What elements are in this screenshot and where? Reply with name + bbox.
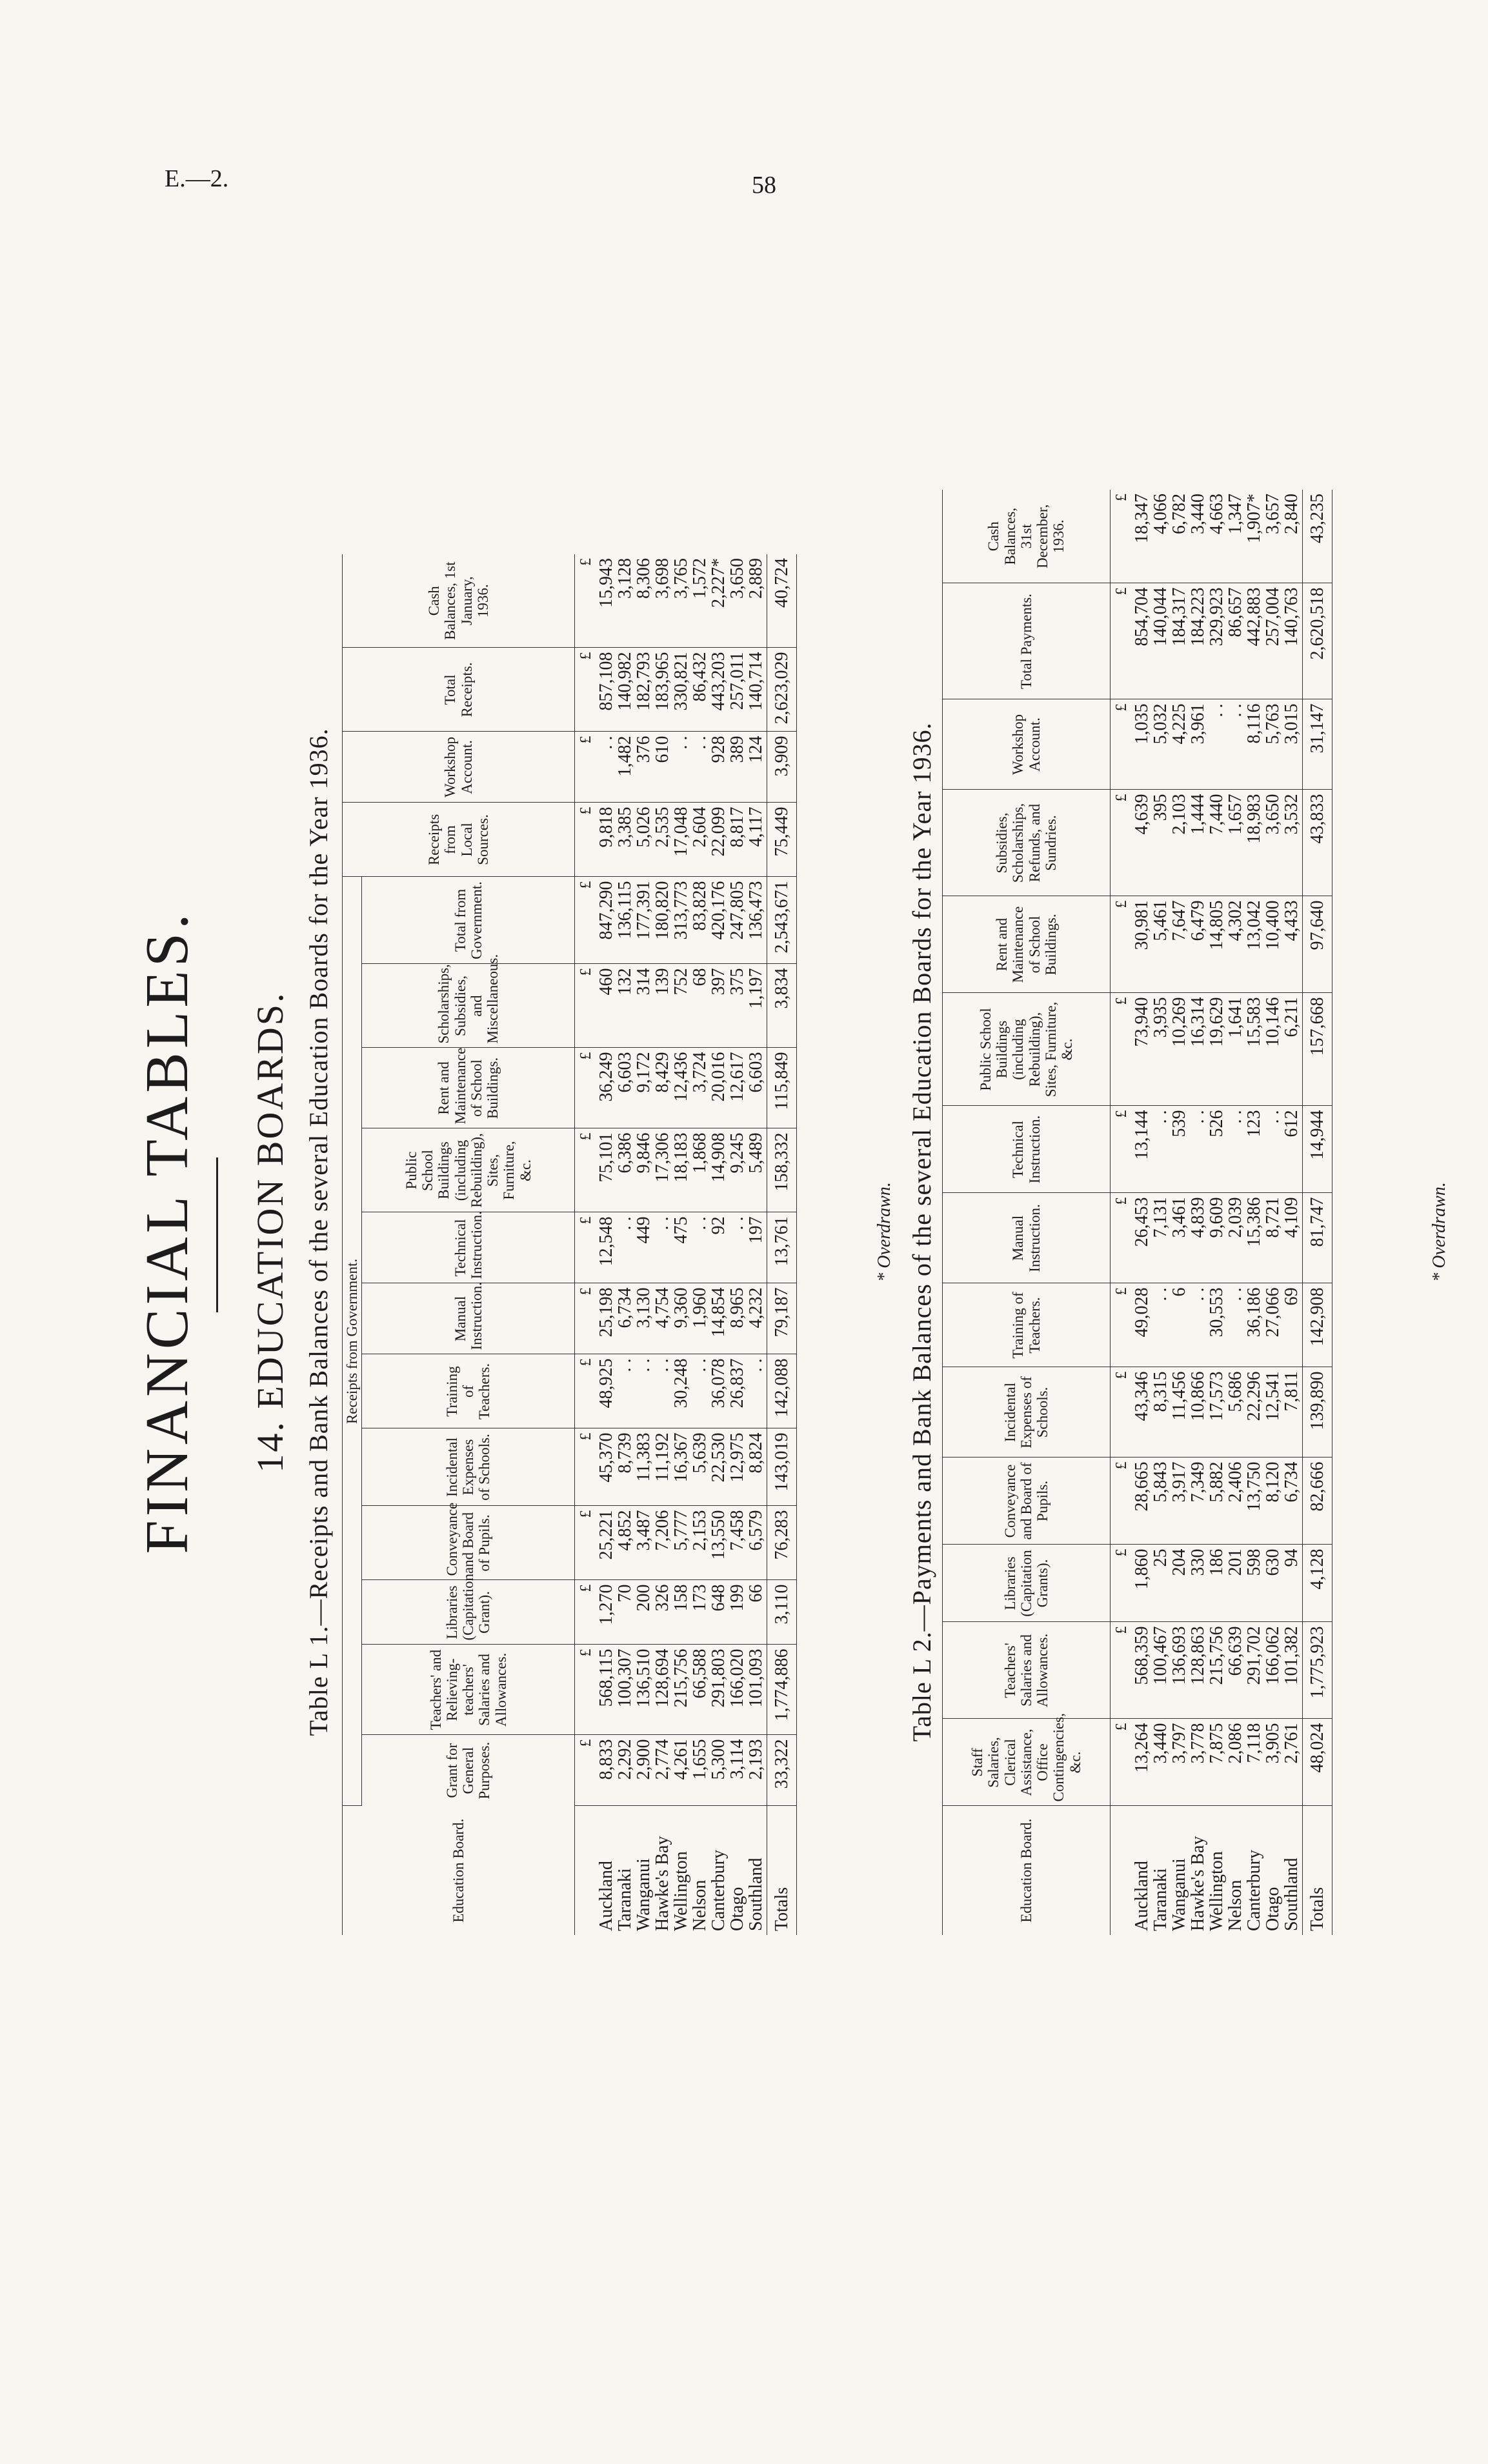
t1-header-scholarships: Scholarships, Subsidies, and Miscellaneous. [362,964,575,1048]
unit-symbol: £ [1111,1457,1132,1545]
unit-symbol: £ [575,1506,596,1580]
t1-header-grant: Grant for General Purposes. [362,1735,575,1806]
total-value: 75,449 [767,803,797,877]
board-name: Otago [1263,1887,1283,1931]
board-name: Wanganui [634,1858,654,1931]
column-values: 13,264 3,440 3,797 3,778 7,875 2,086 7,118 3,905 2,761 [1131,1719,1303,1806]
table2-footnote: * Overdrawn. [1429,1182,1449,1282]
column-values: 49,028 . . 6 . . 30,553 . . 36,186 27,066 69 [1131,1283,1303,1367]
board-name: Hawke's Bay [652,1836,673,1931]
total-value: 31,147 [1303,699,1332,790]
total-value: 158,332 [767,1128,797,1212]
column-values: 73,940 3,935 10,269 16,314 19,629 1,641 15,583 10,146 6,211 [1131,993,1303,1106]
board-name: Canterbury [709,1850,729,1931]
t2-header-cash: Cash Balances, 31st December, 1936. [943,490,1111,583]
t1-header-local: Receipts from Local Sources. [343,803,575,877]
totals-label: Totals [767,1806,797,1935]
board-name: Nelson [1225,1879,1245,1931]
column-values: 43,346 8,315 11,456 10,866 17,573 5,686 22,296 12,541 7,811 [1131,1367,1303,1457]
total-value: 3,834 [767,964,797,1048]
column-values: 26,453 7,131 3,461 4,839 9,609 2,039 15,386 8,721 4,109 [1131,1193,1303,1283]
t1-group-header: Receipts from Government. [343,877,362,1806]
total-value: 79,187 [767,1283,797,1354]
total-value: 1,774,886 [767,1645,797,1735]
column-values: 28,665 5,843 3,917 7,349 5,882 2,406 13,750 8,120 6,734 [1131,1457,1303,1545]
unit-symbol: £ [1111,1193,1132,1283]
column-values: 15,943 3,128 8,306 3,698 3,765 1,572 2,227* 3,650 2,889 [596,554,767,648]
unit-symbol: £ [1111,1545,1132,1622]
table1-footnote: * Overdrawn. [874,1182,894,1282]
t1-header-workshop: Workshop Account. [343,732,575,803]
column-values: 48,925 . . . . . . 30,248 . . 36,078 26,837 . . [596,1354,767,1428]
board-name: Hawke's Bay [1188,1836,1208,1931]
board-name: Taranaki [1151,1868,1171,1931]
unit-symbol: £ [575,964,596,1048]
total-value: 82,666 [1303,1457,1332,1545]
total-value: 2,620,518 [1303,583,1332,699]
totals-label: Totals [1303,1806,1332,1935]
main-title: FINANCIAL TABLES. [134,910,201,1554]
column-values: 18,347 4,066 6,782 3,440 4,663 1,347 1,907* 3,657 2,840 [1131,490,1303,583]
column-values: 1,860 25 204 330 186 201 598 630 94 [1131,1545,1303,1622]
t1-header-buildings: Public School Buildings (including Rebuilding), Sites, Furniture, &c. [362,1128,575,1212]
unit-symbol: £ [575,1735,596,1806]
title-rule [216,1157,218,1312]
column-values: 9,818 3,385 5,026 2,535 17,048 2,604 22,099 8,817 4,117 [596,803,767,877]
total-value: 139,890 [1303,1367,1332,1457]
total-value: 13,761 [767,1212,797,1283]
board-name: Southland [1282,1858,1302,1931]
t2-header-incidental: Incidental Expenses of Schools. [943,1367,1111,1457]
total-value: 157,668 [1303,993,1332,1106]
t1-header-manual: Manual Instruction. [362,1283,575,1354]
t2-header-conveyance: Conveyance and Board of Pupils. [943,1457,1111,1545]
board-name: Otago [727,1887,748,1931]
t1-header-total-gov: Total from Government. [362,877,575,964]
total-value: 2,543,671 [767,877,797,964]
column-values: 75,101 6,386 9,846 17,306 18,183 1,868 14,908 9,245 5,489 [596,1128,767,1212]
board-name: Taranaki [615,1868,636,1931]
t1-header-cash: Cash Balances, 1st January, 1936. [343,554,575,648]
column-values: . . 1,482 376 610 . . . . 928 389 124 [596,732,767,803]
t1-header-conveyance: Conveyance and Board of Pupils. [362,1506,575,1580]
column-values: 25,198 6,734 3,130 4,754 9,360 1,960 14,854 8,965 4,232 [596,1283,767,1354]
total-value: 40,724 [767,554,797,648]
total-value: 97,640 [1303,896,1332,993]
total-value: 2,623,029 [767,648,797,732]
unit-symbol: £ [575,1580,596,1645]
unit-symbol: £ [575,1428,596,1506]
board-name: Nelson [690,1879,710,1931]
total-value: 81,747 [1303,1193,1332,1283]
unit-symbol: £ [575,877,596,964]
unit-symbol: £ [575,554,596,648]
board-name: Auckland [1132,1861,1152,1931]
total-value: 48,024 [1303,1719,1332,1806]
board-name: Wellington [671,1851,692,1931]
t2-header-technical: Technical Instruction. [943,1106,1111,1193]
unit-symbol: £ [1111,1367,1132,1457]
unit-symbol: £ [575,732,596,803]
running-header: E.—2. [165,165,229,192]
unit-symbol: £ [1111,896,1132,993]
total-value: 3,110 [767,1580,797,1645]
column-values: 857,108 140,982 182,793 183,965 330,821 86,432 443,203 257,011 140,714 [596,648,767,732]
t2-header-training: Training of Teachers. [943,1283,1111,1367]
column-values: 13,144 . . 539 . . 526 . . 123 . . 612 [1131,1106,1303,1193]
total-value: 3,909 [767,732,797,803]
t2-header-workshop: Workshop Account. [943,699,1111,790]
unit-symbol: £ [1111,1622,1132,1719]
unit-row-label [575,1806,596,1935]
table2-payments [942,490,1332,1935]
t2-header-staff: Staff Salaries, Clerical Assistance, Office Contingencies, &c. [943,1719,1111,1806]
unit-symbol: £ [1111,699,1132,790]
board-name: Canterbury [1244,1850,1264,1931]
table2-body [1111,490,1332,1935]
total-value: 4,128 [1303,1545,1332,1622]
total-value: 142,908 [1303,1283,1332,1367]
t2-header-manual: Manual Instruction. [943,1193,1111,1283]
total-value: 76,283 [767,1506,797,1580]
column-values: 847,290 136,115 177,391 180,820 313,773 83,828 420,176 247,805 136,473 [596,877,767,964]
board-name: Southland [746,1858,767,1931]
total-value: 143,019 [767,1428,797,1506]
t2-header-rent: Rent and Maintenance of School Buildings. [943,896,1111,993]
t2-header-board: Education Board. [943,1806,1111,1935]
unit-symbol: £ [575,648,596,732]
unit-symbol: £ [575,1645,596,1735]
total-value: 43,235 [1303,490,1332,583]
t1-header-training: Training of Teachers. [362,1354,575,1428]
board-names [596,1806,767,1935]
column-values: 460 132 314 139 752 68 397 375 1,197 [596,964,767,1048]
column-values: 4,639 395 2,103 1,444 7,440 1,657 18,983 3,650 3,532 [1131,790,1303,896]
t1-header-teachers: Teachers' and Relieving-teachers' Salaries and Allowances. [362,1645,575,1735]
column-values: 1,035 5,032 4,225 3,961 . . . . 8,116 5,763 3,015 [1131,699,1303,790]
board-names [1131,1806,1303,1935]
unit-symbol: £ [575,1354,596,1428]
column-values: 568,115 100,307 136,510 128,694 215,756 66,588 291,803 166,020 101,093 [596,1645,767,1735]
t2-header-teachers: Teachers' Salaries and Allowances. [943,1622,1111,1719]
column-values: 12,548 . . 449 . . 475 . . 92 . . 197 [596,1212,767,1283]
table1-body [575,554,797,1935]
t1-header-board: Education Board. [343,1806,575,1935]
unit-symbol: £ [575,803,596,877]
table2-caption: Table L 2.—Payments and Bank Balances of the several Education Boards for the Year 1936. [907,722,936,1742]
total-value: 1,775,923 [1303,1622,1332,1719]
column-values: 25,221 4,852 3,487 7,206 5,777 2,153 13,550 7,458 6,579 [596,1506,767,1580]
board-name: Auckland [596,1861,617,1931]
t1-header-incidental: Incidental Expenses of Schools. [362,1428,575,1506]
total-value: 142,088 [767,1354,797,1428]
table1-caption: Table L 1.—Receipts and Bank Balances of the several Education Boards for the Year 1936. [304,728,333,1736]
column-values: 854,704 140,044 184,317 184,223 329,923 86,657 442,883 257,004 140,763 [1131,583,1303,699]
column-values: 36,249 6,603 9,172 8,429 12,436 3,724 20,016 12,617 6,603 [596,1048,767,1128]
board-name: Wanganui [1169,1858,1189,1931]
column-values: 568,359 100,467 136,693 128,863 215,756 66,639 291,702 166,062 101,382 [1131,1622,1303,1719]
total-value: 115,849 [767,1048,797,1128]
unit-symbol: £ [575,1048,596,1128]
total-value: 43,833 [1303,790,1332,896]
t2-header-total-payments: Total Payments. [943,583,1111,699]
column-values: 45,370 8,739 11,383 11,192 16,367 5,639 22,530 12,975 8,824 [596,1428,767,1506]
unit-symbol: £ [1111,1283,1132,1367]
unit-row-label [1111,1806,1132,1935]
t1-header-rent: Rent and Maintenance of School Buildings. [362,1048,575,1128]
unit-symbol: £ [1111,490,1132,583]
t1-header-total-receipts: Total Receipts. [343,648,575,732]
t2-header-buildings: Public School Buildings (including Rebuilding), Sites, Furniture, &c. [943,993,1111,1106]
column-values: 8,833 2,292 2,900 2,774 4,261 1,655 5,300 3,114 2,193 [596,1735,767,1806]
total-value: 14,944 [1303,1106,1332,1193]
t1-header-libraries: Libraries (Capitation Grant). [362,1580,575,1645]
unit-symbol: £ [1111,790,1132,896]
unit-symbol: £ [1111,993,1132,1106]
unit-symbol: £ [575,1128,596,1212]
unit-symbol: £ [575,1283,596,1354]
t2-header-subsidies: Subsidies, Scholarships, Refunds, and Sundries. [943,790,1111,896]
total-value: 33,322 [767,1735,797,1806]
page-number: 58 [752,172,776,199]
board-name: Wellington [1207,1851,1227,1931]
t2-header-libraries: Libraries (Capitation Grants). [943,1545,1111,1622]
unit-symbol: £ [575,1212,596,1283]
table1-receipts [342,554,797,1935]
unit-symbol: £ [1111,583,1132,699]
section-title: 14. EDUCATION BOARDS. [249,991,291,1473]
unit-symbol: £ [1111,1719,1132,1806]
t1-header-technical: Technical Instruction. [362,1212,575,1283]
column-values: 1,270 70 200 326 158 173 648 199 66 [596,1580,767,1645]
unit-symbol: £ [1111,1106,1132,1193]
column-values: 30,981 5,461 7,647 6,479 14,805 4,302 13,042 10,400 4,433 [1131,896,1303,993]
